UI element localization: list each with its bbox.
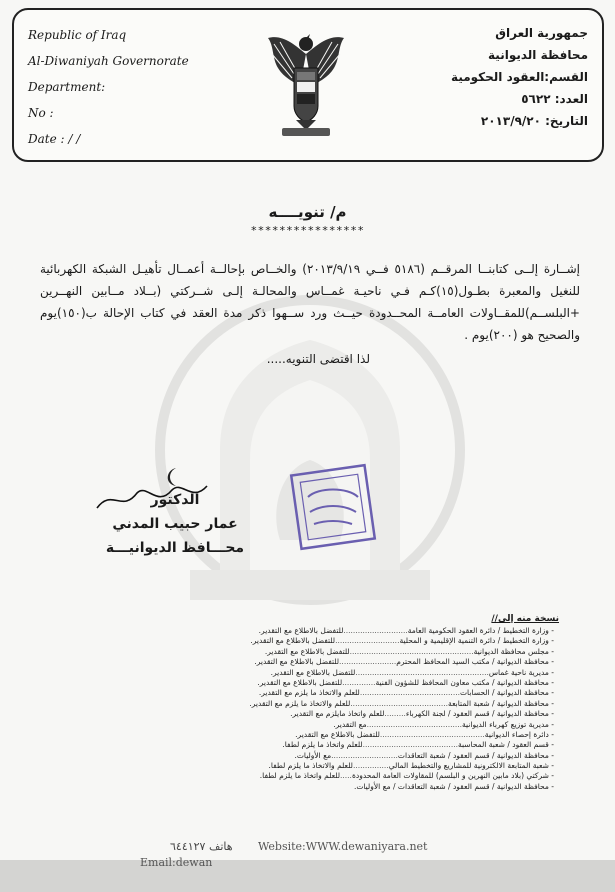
signer-position: محـــافظ الديوانيـــة: [105, 540, 245, 556]
copy-row: [60, 782, 554, 792]
title-underline-stars: ****************: [250, 224, 365, 237]
copy-recipient: - محافظة الديوانية / قسم العقود / شعبة التعاقدات: [397, 750, 554, 760]
body-paragraph: إشــارة إلــى كتابنــا المرقــم (٥١٨٦ فــي ٢٠١٣/٩/١٩) والخــاص بإحالــة أعمــال تأهيـل الشبكة الكهربائية للنغيل والمعبرة بطـول(١٥)كـم فـي ناحيـة غمــاس والمحالـة إلـى شــركتي (بــلاد مــابين النهــرين +البلســم)للمقــاولات العامــة المحــدودة حيــث ورد ســهوا ذكر مدة العقد في كتاب الإحالة ب(١٥٠)يوم والصحيح هو (٢٠٠)يوم .: [40, 262, 581, 342]
copy-note: للعلم واتخاذ ما يلزم لطفا.: [282, 740, 363, 750]
copy-note: للتفضل بالاطلاع مع التقدير.: [258, 626, 344, 635]
signer-title: الدكتور: [150, 492, 200, 508]
copy-recipient: - وزارة التخطيط / دائرة التنمية الإقليمية و المحلية: [399, 636, 554, 646]
copies-list: [60, 626, 554, 792]
copy-row: - محافظة الديوانية / مكتب معاون المحافظ للشؤون الفنية..............للتفضل بالاطلاع مع التقدير.: [257, 677, 554, 687]
copy-recipient: - شعبة المتابعة الالكترونية للمشاريع والتخطيط المالي: [388, 761, 554, 771]
copy-recipient: - محافظة الديوانية / الحسابات: [459, 688, 554, 698]
copy-recipient: - محافظة الديوانية / قسم العقود / لجنة الكهرباء: [405, 709, 554, 719]
copy-recipient: - مديرية ناحية غماس: [488, 667, 554, 677]
date-en: Date : / /: [28, 132, 81, 146]
copy-row: - شعبة المتابعة الالكترونية للمشاريع والتخطيط المالي...............للعلم والاتخاذ ما يلزم لطفا.: [268, 761, 554, 771]
copies-heading: نسخة منه إلى//: [491, 614, 559, 624]
department-ar: القسم:العقود الحكومية: [451, 70, 588, 84]
signer-name: عمار حبيب المدني: [112, 516, 238, 532]
copy-recipient: - شركتي (بلاد مابين النهرين و البلسم) للمقاولات العامة المحدودة: [351, 771, 554, 781]
copy-row: - محافظة الديوانية / مكتب السيد المحافظ المحترم........................للتفضل بالاطلاع مع التقدير.: [254, 657, 554, 667]
document-title: م/ تنويــــه: [268, 203, 347, 221]
copy-note: مع الأوليات.: [294, 750, 332, 760]
copy-recipient: - قسم العقود / شعبة المحاسبة: [457, 740, 554, 750]
footer-phone: هاتف ٦٤٤١٢٧: [170, 840, 233, 853]
copy-note: للتفضل بالاطلاع مع التقدير.: [250, 636, 336, 646]
copy-recipient: - محافظة الديوانية / قسم العقود / شعبة التعاقدات / مع الأوليات.: [353, 781, 554, 791]
copy-recipient: - دائرة إحصاء الديوانية: [484, 729, 554, 739]
copy-recipient: - محافظة الديوانية / شعبة المتابعة: [448, 698, 554, 708]
copy-row: - محافظة الديوانية / قسم العقود / شعبة التعاقدات............................مع الأوليات.: [294, 750, 554, 760]
copy-row: - مديرية توزيع كهرباء الديوانية........................................مع التقدير.: [333, 719, 554, 729]
official-stamp: [288, 462, 378, 552]
copy-row: - محافظة الديوانية / قسم العقود / لجنة الكهرباء.........للعلم واتخاذ مايلزم مع التقدير.: [290, 709, 554, 719]
copy-recipient: - محافظة الديوانية / مكتب معاون المحافظ للشؤون الفنية: [375, 677, 554, 687]
copy-row: - محافظة الديوانية / شعبة المتابعة.........................................للعلم والاتخاذ ما يلزم مع التقدير.: [249, 698, 554, 708]
date-ar: التاريخ: ٢٠١٣/٩/٢٠: [480, 114, 588, 128]
copy-note: للتفضل بالاطلاع مع التقدير.: [270, 667, 356, 677]
copy-note: للعلم والاتخاذ ما يلزم لطفا.: [268, 761, 353, 771]
copy-row: - محافظة الديوانية / الحسابات..........................................للعلم والاتخاذ ما يلزم مع التقدير.: [258, 688, 554, 698]
footer-email[interactable]: Email:dewan: [140, 856, 213, 869]
letterhead-english: [28, 22, 228, 152]
number-ar: العدد: ٥٦٢٢: [521, 92, 588, 106]
iraq-eagle-emblem: [264, 24, 348, 144]
copy-note: للعلم والاتخاذ ما يلزم مع التقدير.: [249, 698, 351, 708]
copy-note: للعلم واتخاذ مايلزم مع التقدير.: [290, 709, 385, 719]
closing-line: لذا اقتضى التنويه.....: [266, 352, 370, 366]
copy-row: - قسم العقود / شعبة المحاسبة........................................للعلم واتخاذ ما يلزم لطفا.: [282, 740, 554, 750]
copy-row: - وزارة التخطيط / دائرة التنمية الإقليمية و المحلية...........................للتفضل بالاطلاع مع التقدير.: [250, 636, 554, 646]
copy-note: للعلم والاتخاذ ما يلزم مع التقدير.: [258, 688, 360, 698]
number-en: No :: [28, 106, 54, 120]
copy-note: للتفضل بالاطلاع مع التقدير.: [264, 646, 350, 656]
copy-note: للتفضل بالاطلاع مع التقدير.: [254, 657, 340, 667]
copy-row: - شركتي (بلاد مابين النهرين و البلسم) للمقاولات العامة المحدودة.....للعلم واتخاذ ما يلزم لطفا.: [259, 771, 554, 781]
country-ar: جمهورية العراق: [495, 26, 588, 40]
copy-recipient: - مجلس محافظة الديوانية: [473, 646, 554, 656]
copy-note: للعلم واتخاذ ما يلزم لطفا.: [259, 771, 341, 781]
copy-note: مع التقدير.: [333, 719, 367, 729]
signature-block: [95, 488, 255, 560]
copy-recipient: - وزارة التخطيط / دائرة العقود الحكومية العامة: [407, 626, 554, 635]
copy-note: للتفضل بالاطلاع مع التقدير.: [295, 729, 380, 739]
footer-website[interactable]: Website:WWW.dewaniyara.net: [258, 840, 428, 853]
governorate-ar: محافظة الديوانية: [488, 48, 588, 62]
copy-row: - مديرية ناحية غماس........................................................للتفضل بالاطلاع مع التقدير.: [270, 667, 554, 677]
letterhead-arabic: [378, 22, 588, 132]
copy-row: - مجلس محافظة الديوانية....................................................للتفضل بالاطلاع مع التقدير.: [264, 646, 554, 656]
footer-band: [0, 860, 615, 892]
copy-recipient: - محافظة الديوانية / مكتب السيد المحافظ المحترم: [396, 657, 554, 667]
footer: [0, 840, 615, 892]
copy-note: للتفضل بالاطلاع مع التقدير.: [257, 677, 343, 687]
copy-row: - دائرة إحصاء الديوانية............................................للتفضل بالاطلاع مع التقدير.: [295, 729, 554, 739]
copy-row: - وزارة التخطيط / دائرة العقود الحكومية العامة...........................للتفضل بالاطلاع مع التقدير.: [258, 626, 554, 635]
letterhead: [12, 8, 604, 162]
governorate-en: Al-Diwaniyah Governorate: [28, 54, 189, 68]
copy-recipient: - مديرية توزيع كهرباء الديوانية: [462, 719, 554, 729]
department-en: Department:: [28, 80, 106, 94]
country-en: Republic of Iraq: [28, 28, 127, 42]
